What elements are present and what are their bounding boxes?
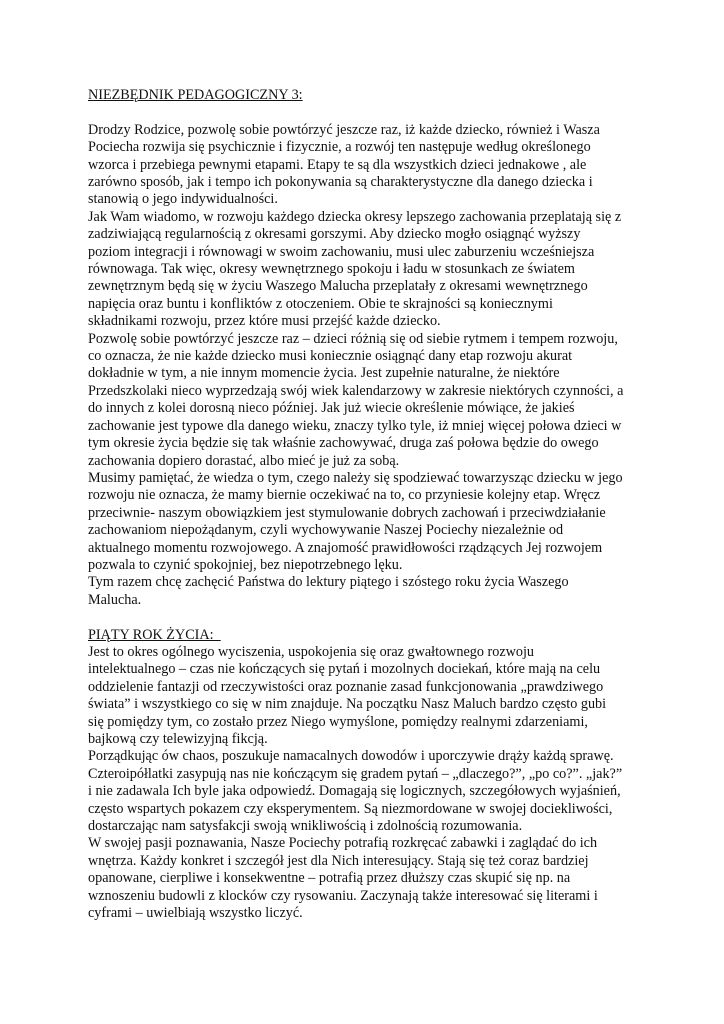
text-line: wzorca i przebiega pewnymi etapami. Etapy te są dla wszystkich dzieci jednakowe , ale [88, 156, 587, 173]
section-heading: PIĄTY ROK ŻYCIA: [88, 626, 221, 643]
text-line: wznoszeniu budowli z klocków czy rysowaniu. Zaczynają także interesować się literami i [88, 887, 598, 904]
text-line: poziom integracji i równowagi w swoim zachowaniu, musi ulec zaburzeniu wcześniejsza [88, 243, 595, 260]
text-line: zachowanie jest typowe dla danego wieku, znaczy tylko tyle, iż mniej więcej połowa dzieci w [88, 417, 622, 434]
text-line: Pociecha rozwija się psychicznie i fizycznie, a rozwój ten następuje według określonego [88, 139, 591, 156]
text-line: i nie zadawala Ich byle jaka odpowiedź. Domagają się logicznych, szczegółowych wyjaśnień, [88, 783, 621, 800]
text-line: Drodzy Rodzice, pozwolę sobie powtórzyć jeszcze raz, iż każde dziecko, również i Wasza [88, 121, 600, 138]
blank-line [88, 609, 658, 626]
text-line: zadziwiającą regularnością z okresami gorszymi. Aby dziecko mogło osiągnąć wyższy [88, 226, 581, 243]
text-line: Porządkując ów chaos, poszukuje namacalnych dowodów i uporczywie drąży każdą sprawę. [88, 748, 614, 765]
intro-section [88, 122, 658, 609]
text-line: aktualnego momentu rozwojowego. A znajomość prawidłowości rządzących Jej rozwojem [88, 539, 603, 556]
text-line: Jest to okres ogólnego wyciszenia, uspokojenia się oraz gwałtownego rozwoju [88, 643, 535, 660]
text-line: Malucha. [88, 591, 142, 608]
text-line: Musimy pamiętać, że wiedza o tym, czego należy się spodziewać towarzysząc dziecku w jego [88, 469, 623, 486]
text-line: rozwoju nie oznacza, że mamy biernie oczekiwać na to, co przyniesie kolejny etap. Wręcz [88, 487, 601, 504]
text-line: Przedszkolaki nieco wyprzedzają swój wiek kalendarzowy w zakresie niektórych czynności, a [88, 382, 624, 399]
text-line: zachowania dopiero dorastać, albo mieć je już za sobą. [88, 452, 400, 469]
text-line: się pomiędzy tym, co zostało przez Niego wymyślone, pomiędzy realnymi zdarzeniami, [88, 713, 588, 730]
blank-line [88, 104, 658, 121]
text-line: dokładnie w tym, a nie innym momencie życia. Jest zupełnie naturalne, że niektóre [88, 365, 560, 382]
text-line: dostarczając nam satysfakcji swoją wnikliwością i zdolnością rozumowania. [88, 818, 523, 835]
document-title: NIEZBĘDNIK PEDAGOGICZNY 3: [88, 87, 303, 103]
text-line: Jak Wam wiadomo, w rozwoju każdego dziecka okresy lepszego zachowania przeplatają się z [88, 208, 622, 225]
document-page [88, 87, 658, 922]
text-line: cyframi – uwielbiają wszystko liczyć. [88, 905, 303, 922]
text-line: składnikami rozwoju, przez które musi przejść każde dziecko. [88, 313, 441, 330]
text-line: do innych z kolei dorosną nieco później. Jak już wiecie określenie mówiące, że jakieś [88, 400, 575, 417]
text-line: świata” i wszystkiego co się w nim znajduje. Na początku Nasz Maluch bardzo często gubi [88, 696, 607, 713]
text-line: co oznacza, że nie każde dziecko musi koniecznie osiągnąć dany etap rozwoju akurat [88, 348, 573, 365]
text-line: zarówno sposób, jak i tempo ich pokonywania są charakterystyczne dla danego dziecka i [88, 174, 593, 191]
text-line: przeciwnie- naszym obowiązkiem jest stymulowanie dobrych zachowań i przeciwdziałanie [88, 504, 606, 521]
text-line: bajkową czy telewizyjną fikcją. [88, 731, 268, 747]
text-line: Tym razem chcę zachęcić Państwa do lektury piątego i szóstego roku życia Waszego [88, 574, 569, 591]
text-line: Czteroipółlatki zasypują nas nie kończącym się gradem pytań – „dlaczego?”, „po co?”. „jak?” [88, 765, 623, 782]
text-line: napięcia oraz buntu i konfliktów z otoczeniem. Obie te skrajności są koniecznymi [88, 295, 553, 312]
text-line: wnętrza. Każdy konkret i szczegół jest dla Nich interesujący. Stają się też coraz bardziej [88, 852, 589, 869]
text-line: tym okresie życia będzie się tak właśnie zachowywać, druga zaś połowa będzie do owego [88, 435, 599, 452]
text-line: zewnętrznym będą się w życiu Waszego Malucha przeplatały z okresami wewnętrznego [88, 278, 588, 295]
text-line: równowaga. Tak więc, okresy wewnętrznego spokoju i ładu w stosunkach ze światem [88, 261, 575, 278]
section-body [88, 644, 658, 923]
text-line: Pozwolę sobie powtórzyć jeszcze raz – dzieci różnią się od siebie rytmem i tempem rozwoju, [88, 330, 618, 347]
text-line: często wspartych pokazem czy eksperymentem. Są niezmordowane w swojej dociekliwości, [88, 800, 613, 817]
text-line: intelektualnego – czas nie kończących się pytań i mozolnych dociekań, które mają na celu [88, 661, 601, 678]
text-line: oddzielenie fantazji od rzeczywistości oraz poznanie zasad funkcjonowania „prawdziwego [88, 678, 604, 695]
text-line: zachowaniom niepożądanym, czyli wychowywanie Naszej Pociechy niezależnie od [88, 522, 564, 539]
text-line: opanowane, cierpliwe i konsekwentne – potrafią przez dłuższy czas skupić się np. na [88, 870, 571, 887]
text-line: pozwala to czynić spokojniej, bez niepotrzebnego lęku. [88, 556, 403, 573]
text-line: stanowią o jego indywidualności. [88, 191, 278, 208]
text-line: W swojej pasji poznawania, Nasze Pociechy potrafią rozkręcać zabawki i zaglądać do ich [88, 835, 598, 852]
